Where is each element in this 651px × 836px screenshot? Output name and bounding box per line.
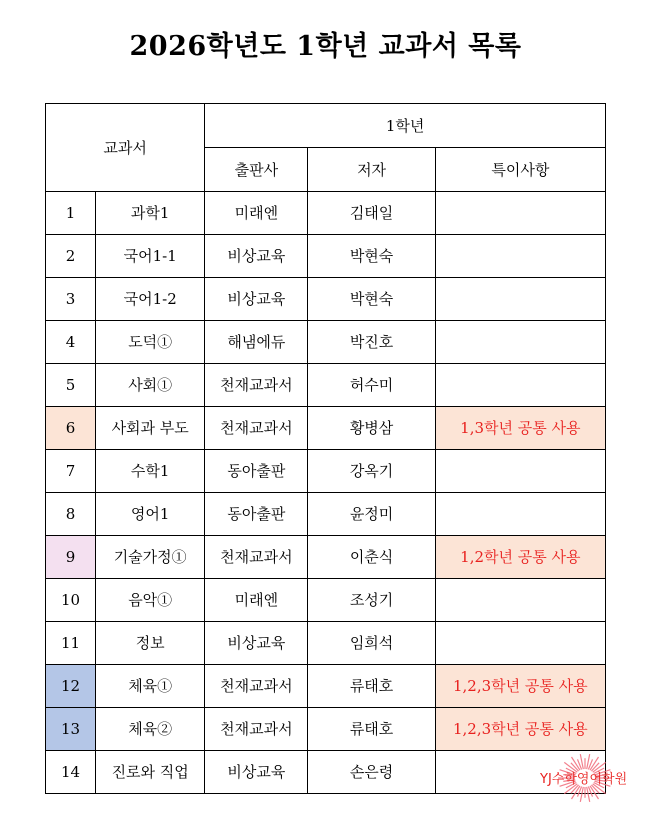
table-row: [46, 536, 606, 579]
header-author: 저자: [308, 148, 435, 192]
table-row: [46, 235, 606, 278]
note-cell: [435, 493, 605, 536]
subject-cell: 사회①: [96, 364, 205, 407]
publisher-cell: 천재교과서: [205, 665, 308, 708]
table-row: [46, 665, 606, 708]
textbook-table: [45, 103, 606, 794]
note-cell: [435, 278, 605, 321]
table-row: [46, 579, 606, 622]
row-number-cell: 11: [46, 622, 96, 665]
author-cell: 박현숙: [308, 235, 435, 278]
note-cell: 1,3학년 공통 사용: [435, 407, 605, 450]
note-cell: 1,2,3학년 공통 사용: [435, 665, 605, 708]
publisher-cell: 천재교과서: [205, 407, 308, 450]
row-number-cell: 4: [46, 321, 96, 364]
note-cell: [435, 235, 605, 278]
author-cell: 김태일: [308, 192, 435, 235]
author-cell: 박현숙: [308, 278, 435, 321]
author-cell: 박진호: [308, 321, 435, 364]
row-number-cell: 6: [46, 407, 96, 450]
table-row: [46, 278, 606, 321]
subject-cell: 도덕①: [96, 321, 205, 364]
author-cell: 윤정미: [308, 493, 435, 536]
note-cell: [435, 192, 605, 235]
subject-cell: 국어1-2: [96, 278, 205, 321]
author-cell: 조성기: [308, 579, 435, 622]
subject-cell: 음악①: [96, 579, 205, 622]
row-number-cell: 3: [46, 278, 96, 321]
note-cell: 1,2학년 공통 사용: [435, 536, 605, 579]
note-cell: [435, 450, 605, 493]
table-row: [46, 321, 606, 364]
author-cell: 이춘식: [308, 536, 435, 579]
row-number-cell: 2: [46, 235, 96, 278]
table-row: [46, 493, 606, 536]
note-cell: [435, 364, 605, 407]
row-number-cell: 13: [46, 708, 96, 751]
publisher-cell: 비상교육: [205, 751, 308, 794]
note-cell: 1,2,3학년 공통 사용: [435, 708, 605, 751]
header-notes: 특이사항: [435, 148, 605, 192]
table-row: [46, 751, 606, 794]
subject-cell: 진로와 직업: [96, 751, 205, 794]
subject-cell: 체육①: [96, 665, 205, 708]
page-title: 2026학년도 1학년 교과서 목록: [129, 31, 522, 62]
subject-cell: 과학1: [96, 192, 205, 235]
table-row: [46, 192, 606, 235]
header-row: [46, 104, 606, 148]
note-cell: [435, 579, 605, 622]
publisher-cell: 미래엔: [205, 192, 308, 235]
subject-cell: 기술가정①: [96, 536, 205, 579]
row-number-cell: 8: [46, 493, 96, 536]
publisher-cell: 천재교과서: [205, 536, 308, 579]
publisher-cell: 동아출판: [205, 450, 308, 493]
row-number-cell: 9: [46, 536, 96, 579]
table-row: [46, 622, 606, 665]
header-grade: 1학년: [205, 104, 606, 148]
publisher-cell: 미래엔: [205, 579, 308, 622]
author-cell: 임희석: [308, 622, 435, 665]
row-number-cell: 14: [46, 751, 96, 794]
author-cell: 강옥기: [308, 450, 435, 493]
author-cell: 류태호: [308, 665, 435, 708]
publisher-cell: 동아출판: [205, 493, 308, 536]
table-row: [46, 708, 606, 751]
table-row: [46, 407, 606, 450]
table-row: [46, 364, 606, 407]
subject-cell: 국어1-1: [96, 235, 205, 278]
publisher-cell: 천재교과서: [205, 364, 308, 407]
header-textbook: 교과서: [46, 104, 205, 192]
author-cell: 황병삼: [308, 407, 435, 450]
row-number-cell: 7: [46, 450, 96, 493]
publisher-cell: 비상교육: [205, 235, 308, 278]
author-cell: 허수미: [308, 364, 435, 407]
subject-cell: 수학1: [96, 450, 205, 493]
note-cell: [435, 622, 605, 665]
subject-cell: 정보: [96, 622, 205, 665]
subject-cell: 체육②: [96, 708, 205, 751]
subject-cell: 사회과 부도: [96, 407, 205, 450]
row-number-cell: 12: [46, 665, 96, 708]
author-cell: 손은령: [308, 751, 435, 794]
subject-cell: 영어1: [96, 493, 205, 536]
academy-watermark: YJ수학영어학원: [540, 772, 628, 787]
publisher-cell: 비상교육: [205, 622, 308, 665]
publisher-cell: 비상교육: [205, 278, 308, 321]
row-number-cell: 10: [46, 579, 96, 622]
note-cell: [435, 321, 605, 364]
table-row: [46, 450, 606, 493]
publisher-cell: 천재교과서: [205, 708, 308, 751]
row-number-cell: 5: [46, 364, 96, 407]
publisher-cell: 해냄에듀: [205, 321, 308, 364]
row-number-cell: 1: [46, 192, 96, 235]
header-publisher: 출판사: [205, 148, 308, 192]
author-cell: 류태호: [308, 708, 435, 751]
